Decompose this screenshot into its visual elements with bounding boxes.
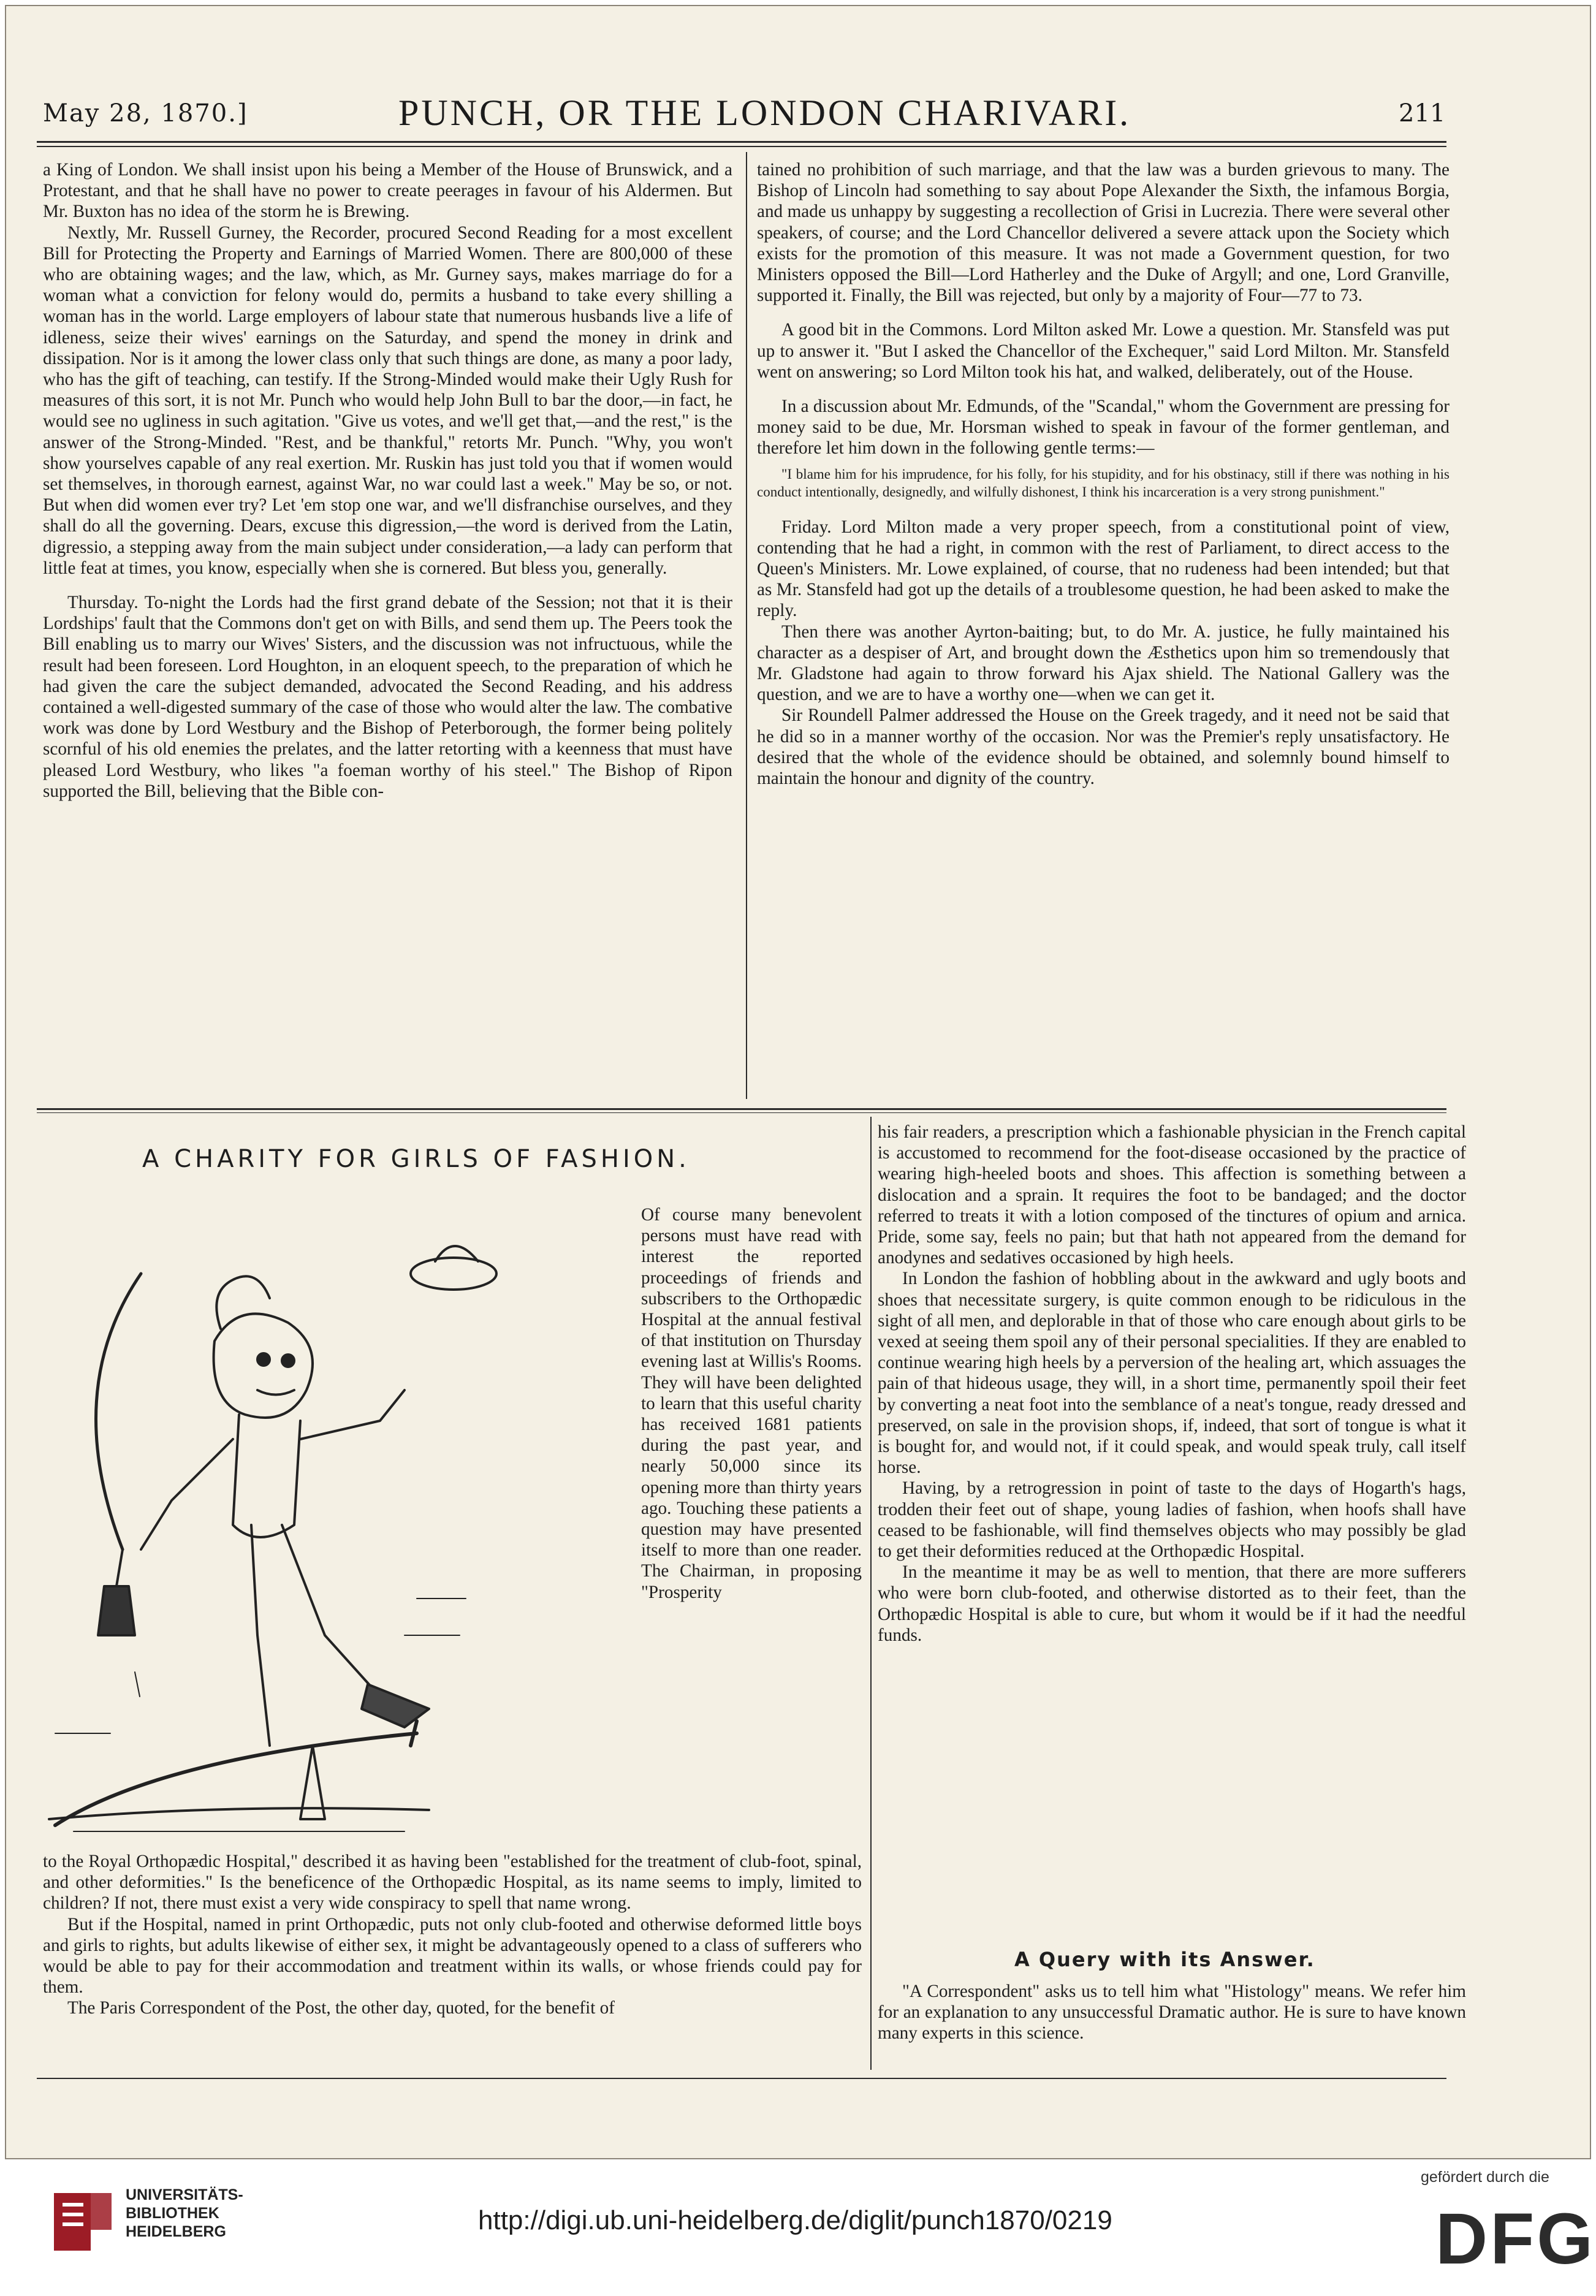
charity-article-title: A CHARITY FOR GIRLS OF FASHION. [142,1145,690,1173]
paragraph: Sir Roundell Palmer addressed the House on the Greek tragedy, and it need not be said that he did so in a manner worthy of the occasion. Nor was the Premier's reply unsatisfactory. He desired that the whole of the evidence should be obtained, and solemnly bound himself to maintain the honour and dignity of the country. [757,705,1450,789]
column-right-top [757,159,1450,789]
header-rule-top [37,141,1446,143]
curved-hook [96,1274,141,1549]
institution-line: BIBLIOTHEK [126,2205,219,2222]
paragraph: to the Royal Orthopædic Hospital," described it as having been "established for the treatment of club-foot, spinal, and other deformities." Is the beneficence of the Orthopædic Hospital, as its name seems to imply, limited to children? If not, there must exist a very wide conspiracy to spell that name wrong. [43,1852,862,1914]
flying-hat [411,1258,496,1290]
section-rule-thin [37,1112,1446,1113]
column-divider-top [746,152,747,1099]
charity-narrow-column [641,1204,862,1603]
high-heel-shoe [362,1684,429,1727]
paragraph: Thursday. To-night the Lords had the first grand debate of the Session; not that it is their Lordships' fault that the Commons don't get on with Bills, and send them up. The Peers took the Bill enabling us to marry our Wives' Sisters, and the discussion was not infructuous, while the result had been foreseen. Lord Houghton, in an eloquent speech, to the preparation of which he had given the care the subject demanded, advocated the Second Reading, and his address contained a well-digested summary of the case of those who would alter the law. The combative work was done by Lord Westbury and the Bishop of Peterborough, the former being politely scornful of his old enemies the prelates, and the latter retorting with a keenness that must have pleased Lord Westbury, who likes "a foeman worthy of his steel." The Bishop of Ripon supported the Bill, believing that the Bible con- [43,593,732,801]
masthead-title: PUNCH, OR THE LONDON CHARIVARI. [398,93,1131,133]
section-rule [37,1108,1446,1110]
paragraph: Friday. Lord Milton made a very proper speech, from a constitutional point of view, contending that he had a right, in common with the rest of Parliament, to direct access to the Queen's Ministers. Mr. Lowe explained, of course, that no rudeness had been intended; but that as Mr. Stansfeld had got up the details of a troublesome question, he had been asked to make the reply. [757,517,1450,621]
figure-leg-left [251,1525,270,1746]
institution-line: HEIDELBERG [126,2223,226,2240]
figure-arm-left [141,1439,233,1549]
cartoon-illustration [37,1206,647,1851]
digital-object-url[interactable]: http://digi.ub.uni-heidelberg.de/diglit/punch1870/0219 [478,2205,1112,2235]
column-divider-bottom [870,1117,872,2070]
ground-line [49,1808,429,1819]
university-library-name [126,2186,243,2241]
query-column [878,1981,1466,2044]
paragraph: In London the fashion of hobbling about in the awkward and ugly boots and shoes that necessitate surgery, is quite common enough to be ridiculous in the sight of all men, and deplorable in that of those who care enough about girls to be vexed at seeing them spoil any of their personal specialities. If they are enabled to continue wearing high heels by a perversion of the healing art, which assuages the pain of that hideous usage, they will, in a short time, permanently spoil their feet by converting a neat foot into the semblance of a neat's tongue, ready dressed and preserved, on sale in the provision shops, if, indeed, that sort of tongue is what it is bought for, and would not, if it could speak, and would speak truly, call itself horse. [878,1269,1466,1478]
column-left-top [43,159,732,802]
university-library-logo-icon [49,2188,116,2256]
lance-pole [55,1733,417,1825]
paragraph: A good bit in the Commons. Lord Milton asked Mr. Lowe a question. Mr. Stansfeld was put up to answer it. "But I asked the Chancellor of the Exchequer," said Lord Milton. Mr. Stansfeld went on answering; so Lord Milton took his hat, and walked, deliberately, out of the House. [757,320,1450,382]
horsman-quote: "I blame him for his imprudence, for his folly, for his stupidity, and for his obstinacy, still if there was nothing in his conduct intentionally, designedly, and wilfully dishonest, I think his incarceration is a very strong punishment." [757,466,1450,500]
tassel [98,1586,135,1635]
query-paragraph: "A Correspondent" asks us to tell him what "Histology" means. We refer him for an explanation to any unsuccessful Dramatic author. He is sure to have known many experts in this science. [878,1982,1466,2043]
paragraph: Nextly, Mr. Russell Gurney, the Recorder, procured Second Reading for a most excellent Bill for Protecting the Property and Earnings of Married Women. There are 800,000 of these who are obtaining wages; and the law, which, as Mr. Gurney says, makes marriage do for a woman what a conviction for felony would do, permits a husband to take every shilling a woman has in the world. Large employers of labour state that numerous husbands live a life of idleness, seize their wives' earnings on the Saturday, and spend the money in drink and dissipation. Nor is it among the lower class only that such things are done, as many a poor lady, who has the gift of teaching, can testify. If the Strong-Minded would make their Ugly Rush for measures of this sort, it is not Mr. Punch who would help John Bull to bar the door,—in fact, he would see no ugliness in such agitation. "Give us votes, and we'll get that,—and the rest," is the answer of the Strong-Minded. "Rest, and be thankful," retorts Mr. Punch. "Why, you won't show yourselves capable of any real exertion. Mr. Ruskin has just told you that if women would set themselves, in thorough earnest, against War, no war could last a week." May be so, or not. But when did women ever try? Let 'em stop one war, and we'll disfranchise ourselves, and they shall do all the governing. Dears, excuse this digression,—the word is derived from the Latin, digressio, a stepping away from the main subject under consideration,—a lady can perform that little feat at times, you know, especially when she is cornered. But bless you, generally. [43,222,732,578]
figure-leg-right [282,1525,380,1697]
figure-body [233,1415,300,1537]
charity-right-column [878,1122,1466,1646]
paragraph: a King of London. We shall insist upon his being a Member of the House of Brunswick, and a Protestant, and that he shall have no power to create peerages in favour of his Aldermen. But Mr. Buxton has no idea of the storm he is Brewing. [43,160,732,222]
query-article-title: A Query with its Answer. [1014,1948,1315,1971]
page-bottom-rule [37,2078,1446,2079]
charity-opening-paragraph: Of course many benevolent persons must have read with interest the reported proceedings of friends and subscribers to the Orthopædic Hospital at the annual festival of that institution on Thursday evening last at Willis's Rooms. They will have been delighted to learn that this useful charity has received 1681 patients during the past year, and nearly 50,000 since its opening more than thirty years ago. Touching these patients a question may have presented itself to more than one reader. The Chairman, in proposing "Prosperity [641,1205,862,1602]
paragraph: In a discussion about Mr. Edmunds, of the "Scandal," whom the Government are pressing for money said to be due, Mr. Horsman wished to speak in favour of the former gentleman, and therefore let him down in the following gentle terms:— [757,397,1450,458]
paragraph: But if the Hospital, named in print Orthopædic, puts not only club-footed and otherwise deformed little boys and girls to rights, but adults likewise of either sex, it might be advantageously opened to a class of sufferers who would be able to pay for their accommodation and treatment within its walls, or whose friends could pay for them. [43,1914,862,1998]
dfg-logo: DFG [1435,2199,1596,2279]
paragraph: Then there was another Ayrton-baiting; but, to do Mr. A. justice, he fully maintained his character as a despiser of Art, and brought down the Æsthetics upon him so tremendously that Mr. Gladstone had again to throw forward his Ajax shield. The National Gallery was the question, and we are to have a worthy one—when we can get it. [757,622,1450,705]
issue-date: May 28, 1870.] [43,99,248,127]
paragraph: Having, by a retrogression in point of taste to the days of Hogarth's hags, trodden their feet out of shape, young ladies of fashion, when hoofs shall have ceased to be fashionable, will find themselves objects who may possibly be glad to get their deformities reduced at the Orthopædic Hospital. [878,1478,1466,1562]
charity-wide-text [43,1851,862,2019]
paragraph: his fair readers, a prescription which a fashionable physician in the French capital is accustomed to recommend for the foot-disease occasioned by the practice of wearing high-heeled boots and shoes. This affection is something between a dislocation and a sprain. It requires the foot to be bandaged; and the doctor referred to treats it with a lotion composed of the tinctures of opium and arnica. Pride, some say, feels no pain; but that hath not appeared from the demand for anodynes and sedatives occasioned by high heels. [878,1122,1466,1268]
paragraph: In the meantime it may be as well to mention, that there are more sufferers who were born club-footed, and otherwise distorted as to their feet, than the Orthopædic Hospital is able to cure, but whom it would be if it had the needful funds. [878,1562,1466,1645]
institution-line: UNIVERSITÄTS- [126,2186,243,2203]
header-rule-bottom [37,146,1446,147]
paragraph: tained no prohibition of such marriage, and that the law was a burden grievous to many. The Bishop of Lincoln had something to say about Pope Alexander the Sixth, the infamous Borgia, and made us unhappy by suggesting a recollection of Grisi in Lucrezia. There were several other speakers, of course; and the Lord Chancellor delivered a severe attack upon the Society which exists for the promotion of this measure. It was not made a Government question, for two Ministers opposed the Bill—Lord Hatherley and the Duke of Argyll; and one, Lord Granville, supported it. Finally, the Bill was rejected, but only by a majority of Four—77 to 73. [757,160,1450,306]
page-number: 211 [1399,99,1446,127]
figure-arm-right [300,1390,405,1439]
paragraph: The Paris Correspondent of the Post, the other day, quoted, for the benefit of [67,1998,615,2018]
funding-note: gefördert durch die [1421,2169,1549,2186]
